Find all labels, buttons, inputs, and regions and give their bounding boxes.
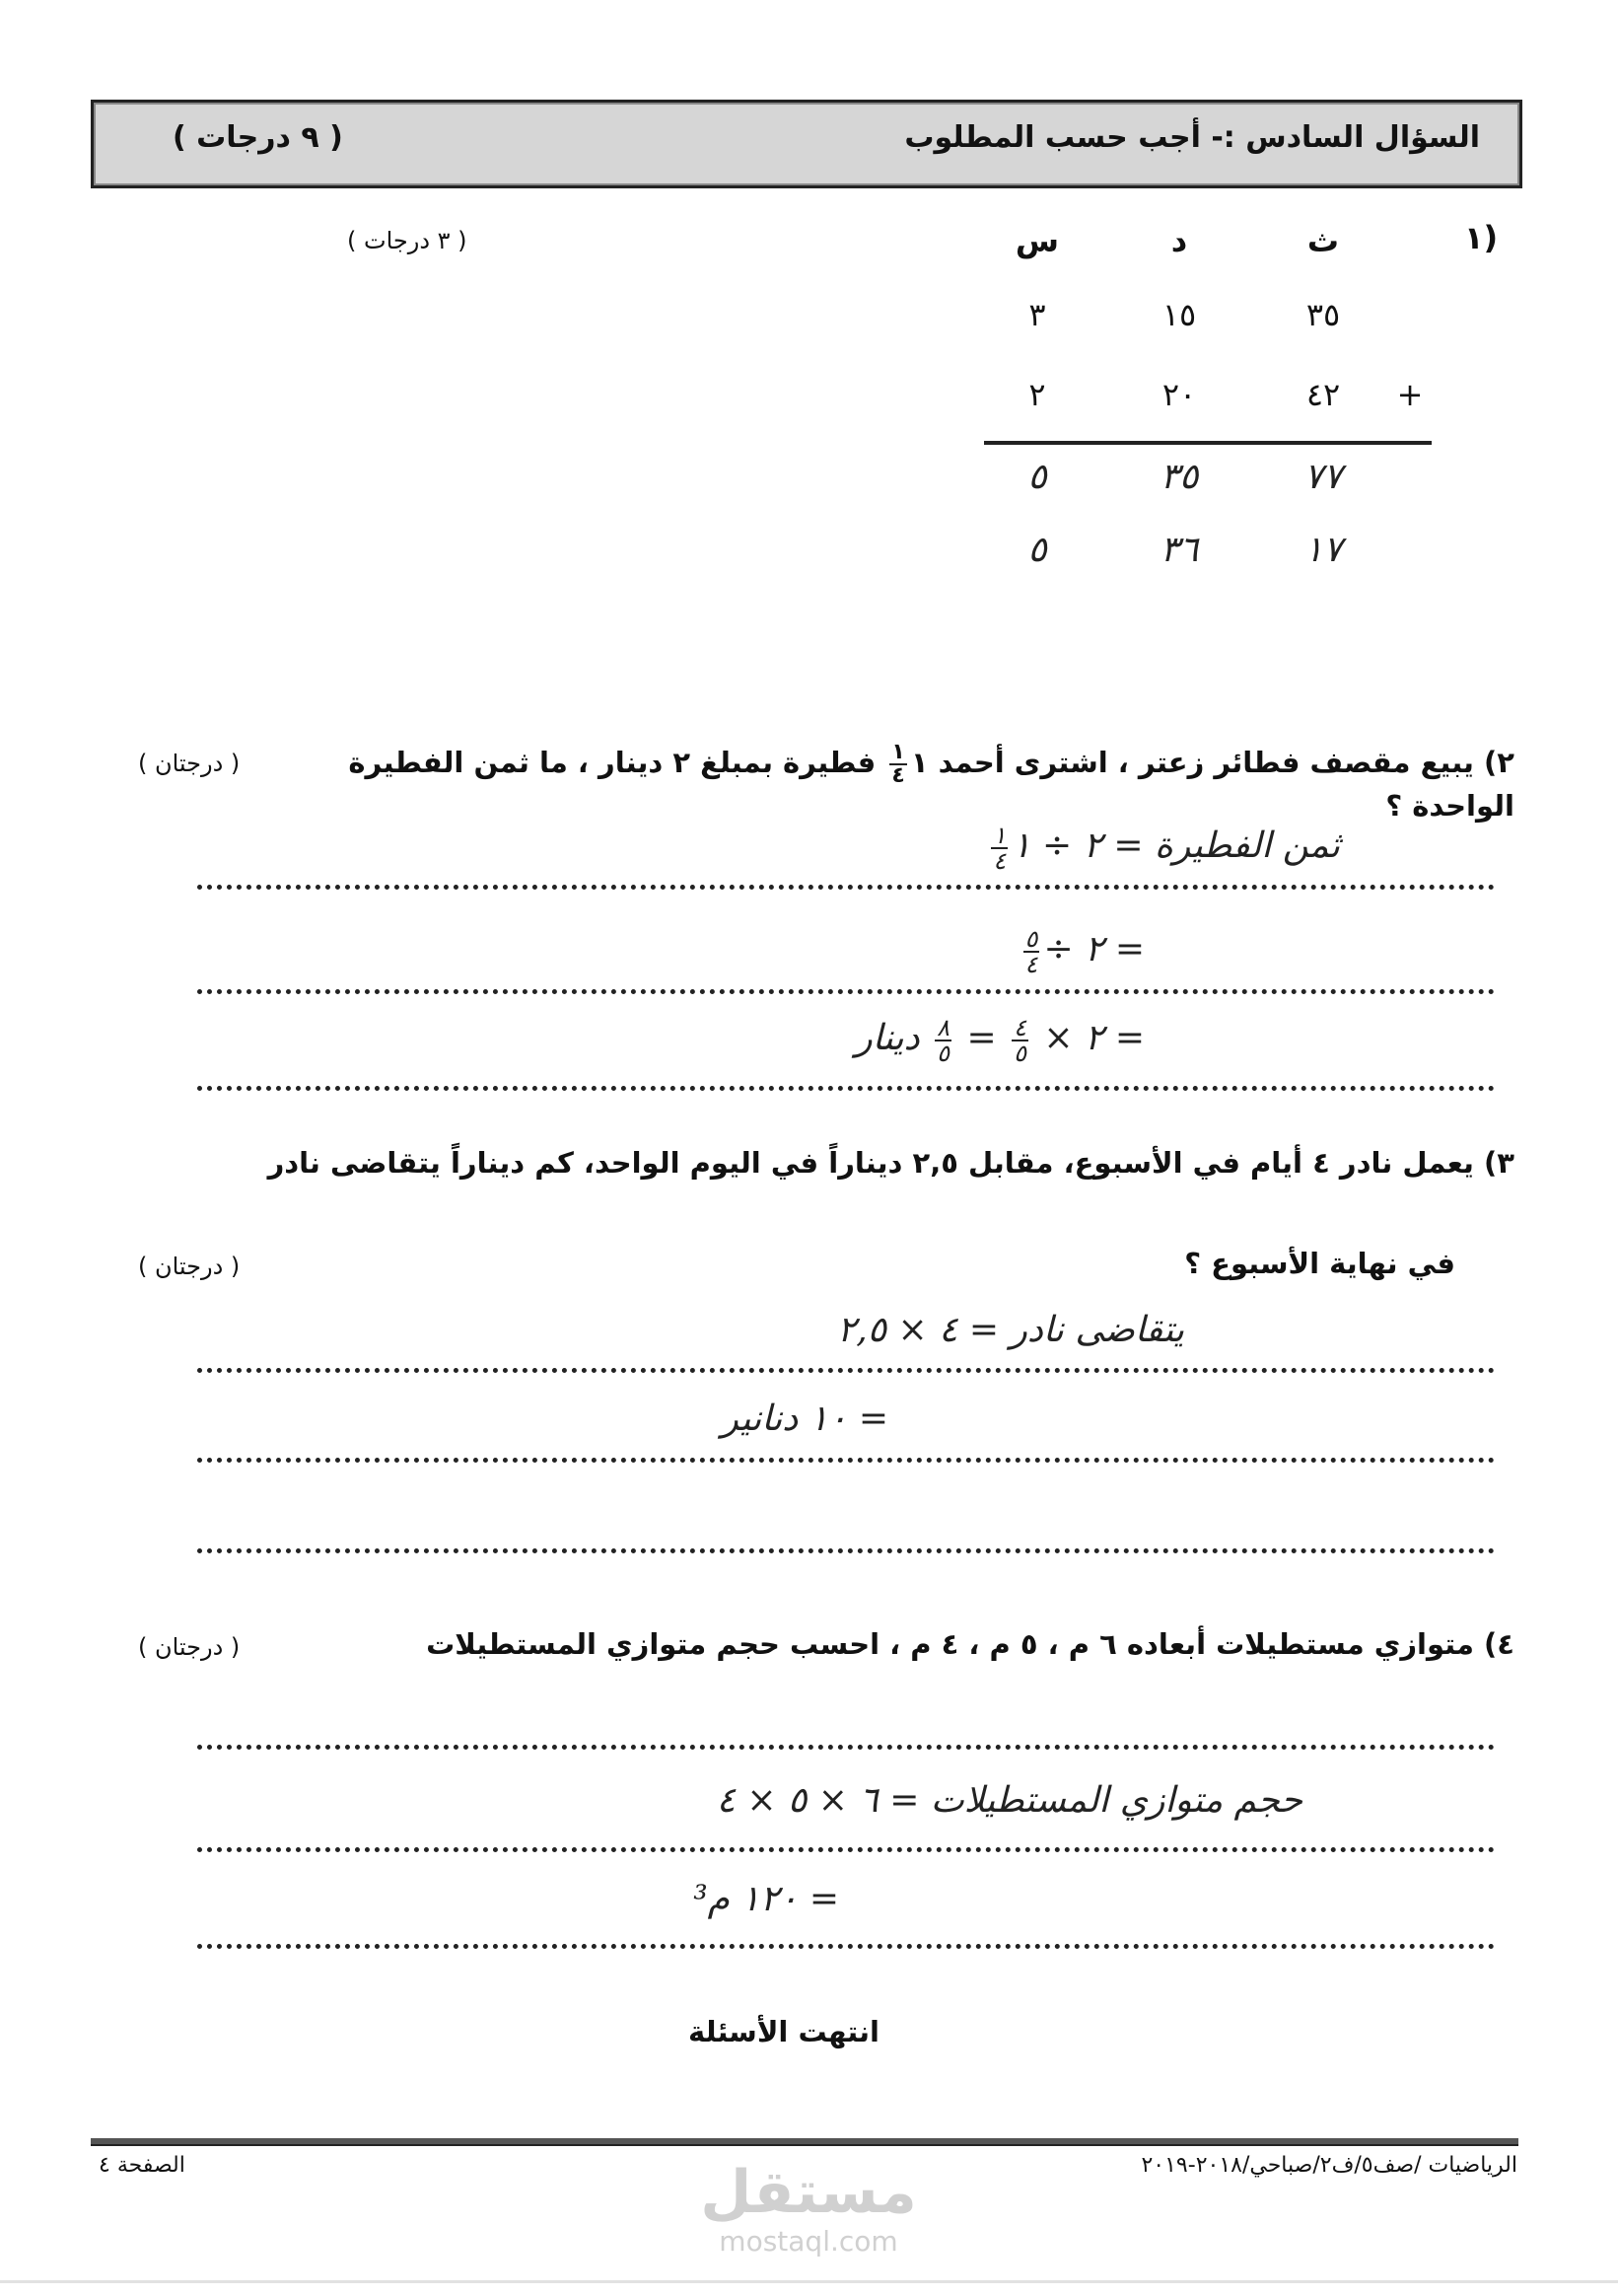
answer-cell: ٥ [1027,457,1047,497]
end-of-questions: انتهت الأسئلة [688,2015,879,2048]
q3-work-2: = ١٠ دنانير [721,1399,888,1439]
footer-divider [91,2138,1518,2146]
answer-cell: ٧٧ [1303,457,1343,497]
answer-line [197,1368,1495,1373]
scan-edge [0,2280,1618,2283]
page-number: الصفحة ٤ [99,2153,185,2178]
watermark [690,2160,927,2258]
q3-work-1: يتقاضى نادر = ٤ × ٢,٥ [836,1310,1184,1350]
q1-number: ١) [1464,219,1499,256]
col-thousands: ث [1306,222,1340,259]
col-units: س [1015,222,1060,259]
answer-line [197,885,1495,890]
question-header [91,100,1522,188]
question-marks: ( ٩ درجات ) [173,120,343,155]
watermark-site: mostaql.com [719,2225,898,2258]
q3-marks: ( درجتان ) [138,1253,241,1280]
question-title: السؤال السادس :- أجب حسب المطلوب [904,120,1480,155]
cell: ٣٥ [1305,296,1341,333]
answer-line [197,1847,1495,1852]
q4-work-2: = ١٢٠ م³ [693,1879,839,1919]
answer-line [197,1086,1495,1091]
cell: ٤٢ [1305,376,1341,413]
cell: ٢ [1028,376,1046,413]
cell: ١٥ [1161,296,1197,333]
answer-cell: ٣٦ [1160,530,1199,570]
cell: ٣ [1028,296,1046,333]
answer-line [197,1944,1495,1949]
watermark-logo: مستقل [700,2158,917,2227]
answer-cell: ٣٥ [1160,457,1199,497]
q2-marks: ( درجتان ) [138,750,241,777]
q4-row [138,1625,1514,1664]
col-tens: د [1170,222,1188,259]
q2-work-2: = ٢ ÷ $\frac{٥}{٤}$ [1024,925,1145,978]
answer-line [197,1745,1495,1750]
fraction: $\frac{١}{٤}$ [891,740,905,788]
q3-text-line2: في نهاية الأسبوع ؟ [1184,1247,1455,1280]
q4-work-1: حجم متوازي المستطيلات = ٦ × ٥ × ٤ [716,1780,1302,1821]
q1-marks: ( ٣ درجات ) [347,227,467,254]
answer-line [197,989,1495,994]
q4-text: ٤) متوازي مستطيلات أبعاده ٦ م ، ٥ م ، ٤ م ، احسب حجم متوازي المستطيلات [426,1627,1514,1661]
sum-line [984,441,1432,445]
answer-line [197,1548,1495,1553]
footer-course: الرياضيات /صف٥/ف٢/صباحي/٢٠١٨-٢٠١٩ [1141,2153,1517,2178]
plus-operator: + [1396,376,1424,413]
q2-row [138,742,1514,825]
q2-work-1: ثمن الفطيرة = ٢ ÷ ١ $\frac{١}{٤}$ [993,822,1340,875]
answer-line [197,1458,1495,1463]
q2-work-3: = ٢ × $\frac{٤}{٥}$ = $\frac{٨}{٥}$ دينار [855,1014,1145,1067]
q4-marks: ( درجتان ) [138,1633,241,1661]
answer-cell: ٥ [1027,530,1047,570]
cell: ٢٠ [1161,376,1197,413]
q2-text: ٢) يبيع مقصف فطائر زعتر ، اشترى أحمد ١ $\frac{١}{٤}$ فطيرة بمبلغ ٢ دينار ، ما ثمن الفطيرة الواحدة ؟ [348,740,1514,823]
answer-cell: ١٧ [1303,530,1343,570]
q3-text-line1: ٣) يعمل نادر ٤ أيام في الأسبوع، مقابل ٢,٥ ديناراً في اليوم الواحد، كم ديناراً يتقاضى نادر [267,1146,1514,1180]
q3-row [138,1245,1514,1283]
